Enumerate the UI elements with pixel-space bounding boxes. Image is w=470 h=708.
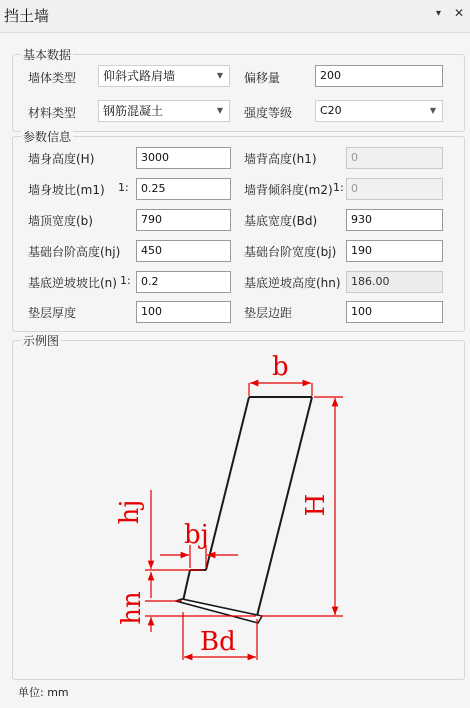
wall-type-value: 仰斜式路肩墙 bbox=[103, 69, 176, 83]
step-height-label: 基础台阶高度(hj) bbox=[28, 245, 121, 259]
top-width-input[interactable]: 790 bbox=[136, 209, 231, 231]
offset-label: 偏移量 bbox=[244, 71, 281, 85]
close-icon[interactable]: ✕ bbox=[454, 6, 465, 20]
back-slope-input[interactable]: 0 bbox=[346, 178, 443, 200]
chevron-down-icon: ▼ bbox=[216, 71, 223, 80]
units-label: 单位: mm bbox=[18, 686, 69, 699]
strength-value: C20 bbox=[320, 104, 342, 117]
cushion-thick-label: 垫层厚度 bbox=[28, 306, 77, 320]
cushion-margin-input[interactable]: 100 bbox=[346, 301, 443, 323]
params-title: 参数信息 bbox=[23, 130, 72, 144]
base-width-label: 基底宽度(Bd) bbox=[244, 214, 318, 228]
cushion-margin-label: 垫层边距 bbox=[244, 306, 293, 320]
wall-height-label: 墙身高度(H) bbox=[28, 152, 95, 166]
back-height-input[interactable]: 0 bbox=[346, 147, 443, 169]
basic-data-title: 基本数据 bbox=[23, 48, 72, 62]
label-hn: hn bbox=[117, 591, 147, 625]
label-bj: bj bbox=[184, 520, 209, 550]
material-label: 材料类型 bbox=[28, 106, 77, 120]
slope-prefix: 1: bbox=[118, 181, 129, 194]
step-width-input[interactable]: 190 bbox=[346, 240, 443, 262]
base-width-input[interactable]: 930 bbox=[346, 209, 443, 231]
step-height-input[interactable]: 450 bbox=[136, 240, 231, 262]
chevron-down-icon: ▼ bbox=[216, 106, 223, 115]
window-title: 挡土墙 bbox=[4, 7, 50, 25]
label-b: b bbox=[272, 352, 289, 382]
slope-input[interactable]: 0.25 bbox=[136, 178, 231, 200]
pin-dropdown-icon[interactable]: ▾ bbox=[436, 8, 442, 19]
label-H: H bbox=[301, 493, 331, 517]
rev-slope-prefix: 1: bbox=[120, 274, 131, 287]
slope-label: 墙身坡比(m1) bbox=[28, 183, 105, 197]
label-Bd: Bd bbox=[200, 627, 236, 657]
wall-outline bbox=[183, 397, 312, 616]
cushion-layer bbox=[176, 599, 262, 623]
cushion-thick-input[interactable]: 100 bbox=[136, 301, 231, 323]
strength-label: 强度等级 bbox=[244, 106, 293, 120]
material-value: 钢筋混凝土 bbox=[103, 104, 164, 118]
chevron-down-icon: ▼ bbox=[429, 106, 436, 115]
rev-slope-input[interactable]: 0.2 bbox=[136, 271, 231, 293]
rev-height-label: 基底逆坡高度(hn) bbox=[244, 276, 341, 290]
label-hj: hj bbox=[115, 499, 145, 525]
top-width-label: 墙顶宽度(b) bbox=[28, 214, 93, 228]
wall-type-label: 墙体类型 bbox=[28, 71, 77, 85]
back-height-label: 墙背高度(h1) bbox=[244, 152, 317, 166]
wall-height-input[interactable]: 3000 bbox=[136, 147, 231, 169]
offset-input[interactable]: 200 bbox=[315, 65, 443, 87]
example-title: 示例图 bbox=[23, 334, 60, 348]
rev-height-value: 186.00 bbox=[346, 271, 443, 293]
step-width-label: 基础台阶宽度(bj) bbox=[244, 245, 337, 259]
rev-slope-label: 基底逆坡坡比(n) bbox=[28, 276, 117, 290]
back-slope-label: 墙背倾斜度(m2) bbox=[244, 183, 333, 197]
back-slope-prefix: 1: bbox=[333, 181, 344, 194]
